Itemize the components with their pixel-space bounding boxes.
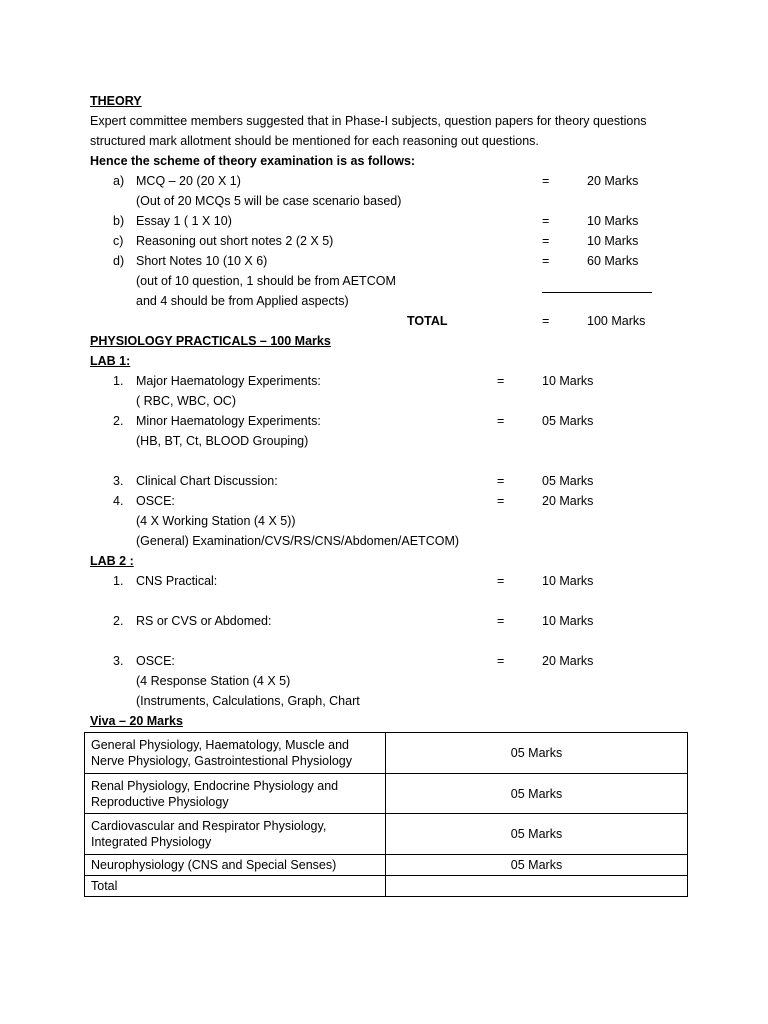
lab1-item-num: 4.	[113, 494, 124, 508]
theory-intro-line-2: structured mark allotment should be mentioned for each reasoning out questions.	[90, 134, 539, 148]
viva-topic-line: Nerve Physiology, Gastrointestional Physiology	[91, 754, 353, 768]
table-row	[85, 855, 688, 876]
theory-item-label: Short Notes 10 (10 X 6)	[136, 254, 268, 268]
viva-topic-line: Integrated Physiology	[91, 835, 212, 849]
lab1-item-label: Minor Haematology Experiments:	[136, 414, 321, 428]
lab1-item-eq: =	[497, 374, 505, 388]
lab1-item-note: (General) Examination/CVS/RS/CNS/Abdomen/AETCOM)	[136, 534, 460, 548]
viva-marks-cell: 05 Marks	[386, 733, 688, 774]
viva-topic-line: Cardiovascular and Respirator Physiology,	[91, 819, 327, 833]
lab1-item-marks: 05 Marks	[542, 414, 594, 428]
viva-marks-cell: 05 Marks	[386, 814, 688, 855]
lab1-item-label: Clinical Chart Discussion:	[136, 474, 278, 488]
lab2-heading: LAB 2 :	[90, 554, 134, 568]
theory-item-marks: 20 Marks	[587, 174, 639, 188]
viva-total-label-cell	[85, 876, 386, 897]
lab2-item-eq: =	[497, 614, 505, 628]
theory-item-label: Essay 1 ( 1 X 10)	[136, 214, 232, 228]
theory-item-letter: d)	[113, 254, 125, 268]
theory-item-letter: a)	[113, 174, 125, 188]
theory-item-letter: c)	[113, 234, 124, 248]
lab1-item-note: ( RBC, WBC, OC)	[136, 394, 236, 408]
lab2-item-note: (4 Response Station (4 X 5)	[136, 674, 291, 688]
viva-topic-cell	[85, 774, 386, 814]
table-row	[85, 814, 688, 855]
lab1-item-eq: =	[497, 474, 505, 488]
theory-heading: THEORY	[90, 94, 142, 108]
viva-topic-cell	[85, 855, 386, 876]
viva-topic-cell	[85, 814, 386, 855]
lab1-item-marks: 05 Marks	[542, 474, 594, 488]
theory-total-label: TOTAL	[407, 314, 448, 328]
lab2-item-num: 3.	[113, 654, 124, 668]
lab1-item-label: OSCE:	[136, 494, 175, 508]
theory-item-marks: 10 Marks	[587, 234, 639, 248]
lab2-item-label: CNS Practical:	[136, 574, 218, 588]
theory-item-eq: =	[542, 214, 550, 228]
theory-item-note: (Out of 20 MCQs 5 will be case scenario based)	[136, 194, 402, 208]
lab1-item-marks: 20 Marks	[542, 494, 594, 508]
lab2-item-eq: =	[497, 654, 505, 668]
theory-item-eq: =	[542, 254, 550, 268]
theory-item-note: and 4 should be from Applied aspects)	[136, 294, 349, 308]
lab1-item-num: 1.	[113, 374, 124, 388]
theory-item-note: (out of 10 question, 1 should be from AETCOM	[136, 274, 396, 288]
lab1-item-eq: =	[497, 494, 505, 508]
lab1-heading: LAB 1:	[90, 354, 131, 368]
lab2-item-eq: =	[497, 574, 505, 588]
theory-item-eq: =	[542, 234, 550, 248]
viva-topic-cell	[85, 733, 386, 774]
lab1-item-label: Major Haematology Experiments:	[136, 374, 321, 388]
viva-topic-line: Neurophysiology (CNS and Special Senses)	[91, 858, 337, 872]
viva-marks-cell: 05 Marks	[386, 855, 688, 876]
viva-topic-line: Reproductive Physiology	[91, 794, 229, 809]
lab2-item-label: OSCE:	[136, 654, 175, 668]
viva-marks-cell: 05 Marks	[386, 774, 688, 814]
theory-scheme-heading: Hence the scheme of theory examination is as follows:	[90, 154, 416, 168]
viva-heading: Viva – 20 Marks	[90, 714, 183, 728]
lab2-item-marks: 10 Marks	[542, 574, 594, 588]
lab2-item-marks: 10 Marks	[542, 614, 594, 628]
practicals-heading: PHYSIOLOGY PRACTICALS – 100 Marks	[90, 334, 331, 348]
viva-total-marks-cell	[386, 876, 688, 897]
theory-total-eq: =	[542, 314, 550, 328]
theory-item-label: Reasoning out short notes 2 (2 X 5)	[136, 234, 334, 248]
lab1-item-note: (4 X Working Station (4 X 5))	[136, 514, 296, 528]
theory-item-marks: 10 Marks	[587, 214, 639, 228]
lab2-item-num: 1.	[113, 574, 124, 588]
lab1-item-eq: =	[497, 414, 505, 428]
viva-topic-line: Renal Physiology, Endocrine Physiology and	[91, 778, 339, 793]
table-row	[85, 774, 688, 814]
theory-item-eq: =	[542, 174, 550, 188]
lab1-item-num: 3.	[113, 474, 124, 488]
viva-table	[84, 732, 688, 897]
viva-total-label: Total	[91, 879, 118, 893]
theory-item-label: MCQ – 20 (20 X 1)	[136, 174, 241, 188]
lab2-item-label: RS or CVS or Abdomed:	[136, 614, 272, 628]
viva-topic-line: General Physiology, Haematology, Muscle and	[91, 738, 350, 752]
theory-item-marks: 60 Marks	[587, 254, 639, 268]
theory-total-marks: 100 Marks	[587, 314, 646, 328]
table-row	[85, 876, 688, 897]
lab2-item-num: 2.	[113, 614, 124, 628]
theory-item-letter: b)	[113, 214, 125, 228]
total-underline	[542, 292, 652, 293]
lab1-item-note: (HB, BT, Ct, BLOOD Grouping)	[136, 434, 309, 448]
lab2-item-marks: 20 Marks	[542, 654, 594, 668]
lab1-item-num: 2.	[113, 414, 124, 428]
lab2-item-note: (Instruments, Calculations, Graph, Chart	[136, 694, 360, 708]
theory-intro-line-1: Expert committee members suggested that in Phase-I subjects, question papers for theory questions	[90, 114, 647, 128]
lab1-item-marks: 10 Marks	[542, 374, 594, 388]
table-row	[85, 733, 688, 774]
